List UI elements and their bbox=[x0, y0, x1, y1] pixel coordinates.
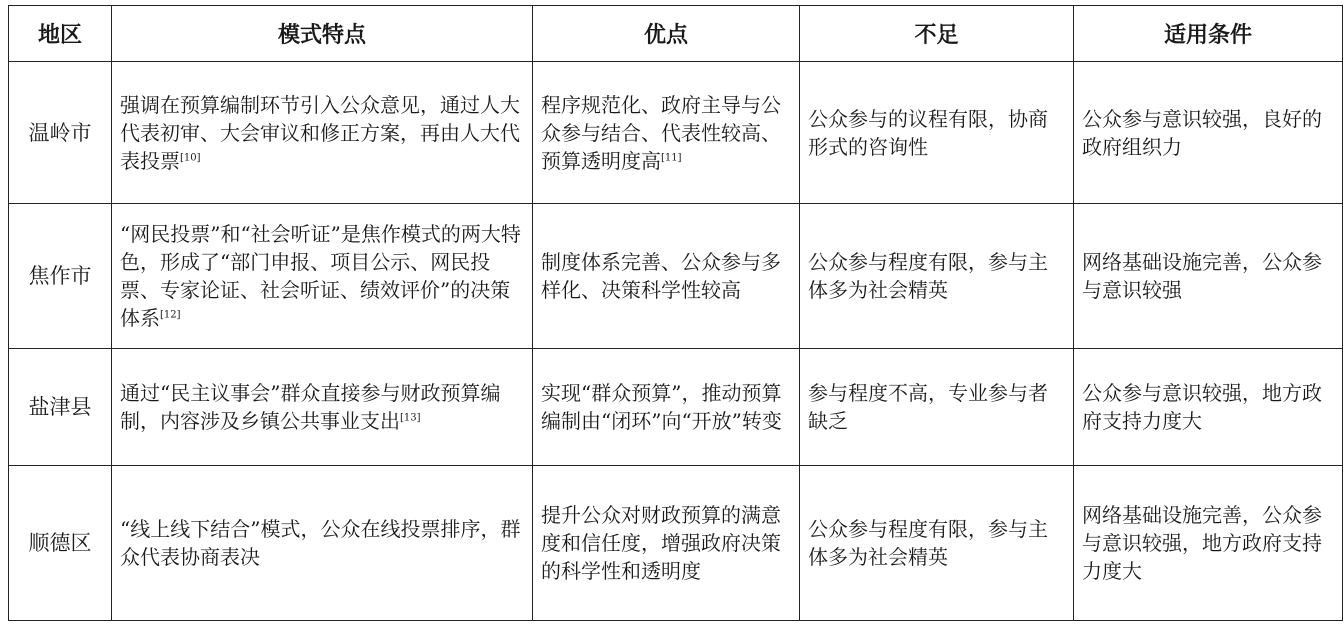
condition-cell: 公众参与意识较强，良好的政府组织力 bbox=[1074, 62, 1343, 204]
citation-ref: [11] bbox=[661, 151, 682, 163]
weakness-cell: 参与程度不高，专业参与者缺乏 bbox=[800, 349, 1074, 466]
region-cell: 顺德区 bbox=[9, 466, 112, 621]
comparison-table bbox=[8, 5, 1343, 621]
feature-cell bbox=[112, 62, 533, 204]
table-row bbox=[9, 204, 1343, 349]
region-cell: 焦作市 bbox=[9, 204, 112, 349]
feature-cell bbox=[112, 349, 533, 466]
feature-cell: “线上线下结合”模式，公众在线投票排序，群众代表协商表决 bbox=[112, 466, 533, 621]
feature-text: “网民投票”和“社会听证”是焦作模式的两大特色，形成了“部门申报、项目公示、网民投票、专家论证、社会听证、绩效评价”的决策体系 bbox=[120, 222, 521, 330]
table-row bbox=[9, 349, 1343, 466]
header-feature: 模式特点 bbox=[112, 6, 533, 62]
condition-cell: 网络基础设施完善，公众参与意识较强 bbox=[1074, 204, 1343, 349]
advantage-cell: 制度体系完善、公众参与多样化、决策科学性较高 bbox=[533, 204, 800, 349]
advantage-text: 程序规范化、政府主导与公众参与结合、代表性较高、预算透明度高 bbox=[541, 92, 781, 173]
condition-cell: 公众参与意识较强，地方政府支持力度大 bbox=[1074, 349, 1343, 466]
header-region: 地区 bbox=[9, 6, 112, 62]
weakness-cell: 公众参与程度有限，参与主体多为社会精英 bbox=[800, 204, 1074, 349]
feature-text: 强调在预算编制环节引入公众意见，通过人大代表初审、大会审议和修正方案，再由人大代表投票 bbox=[120, 92, 520, 173]
weakness-cell: 公众参与程度有限，参与主体多为社会精英 bbox=[800, 466, 1074, 621]
advantage-cell bbox=[533, 62, 800, 204]
feature-text: 通过“民主议事会”群众直接参与财政预算编制，内容涉及乡镇公共事业支出 bbox=[120, 381, 501, 433]
header-weakness: 不足 bbox=[800, 6, 1074, 62]
header-row bbox=[9, 6, 1343, 62]
citation-ref: [12] bbox=[160, 309, 181, 321]
citation-ref: [13] bbox=[400, 412, 421, 424]
header-advantage: 优点 bbox=[533, 6, 800, 62]
region-cell: 温岭市 bbox=[9, 62, 112, 204]
feature-cell bbox=[112, 204, 533, 349]
advantage-cell: 实现“群众预算”，推动预算编制由“闭环”向“开放”转变 bbox=[533, 349, 800, 466]
table-row bbox=[9, 62, 1343, 204]
region-cell: 盐津县 bbox=[9, 349, 112, 466]
weakness-cell: 公众参与的议程有限，协商形式的咨询性 bbox=[800, 62, 1074, 204]
comparison-table-container bbox=[8, 5, 1342, 621]
citation-ref: [10] bbox=[180, 151, 201, 163]
condition-cell: 网络基础设施完善，公众参与意识较强，地方政府支持力度大 bbox=[1074, 466, 1343, 621]
advantage-cell: 提升公众对财政预算的满意度和信任度，增强政府决策的科学性和透明度 bbox=[533, 466, 800, 621]
header-condition: 适用条件 bbox=[1074, 6, 1343, 62]
table-row bbox=[9, 466, 1343, 621]
